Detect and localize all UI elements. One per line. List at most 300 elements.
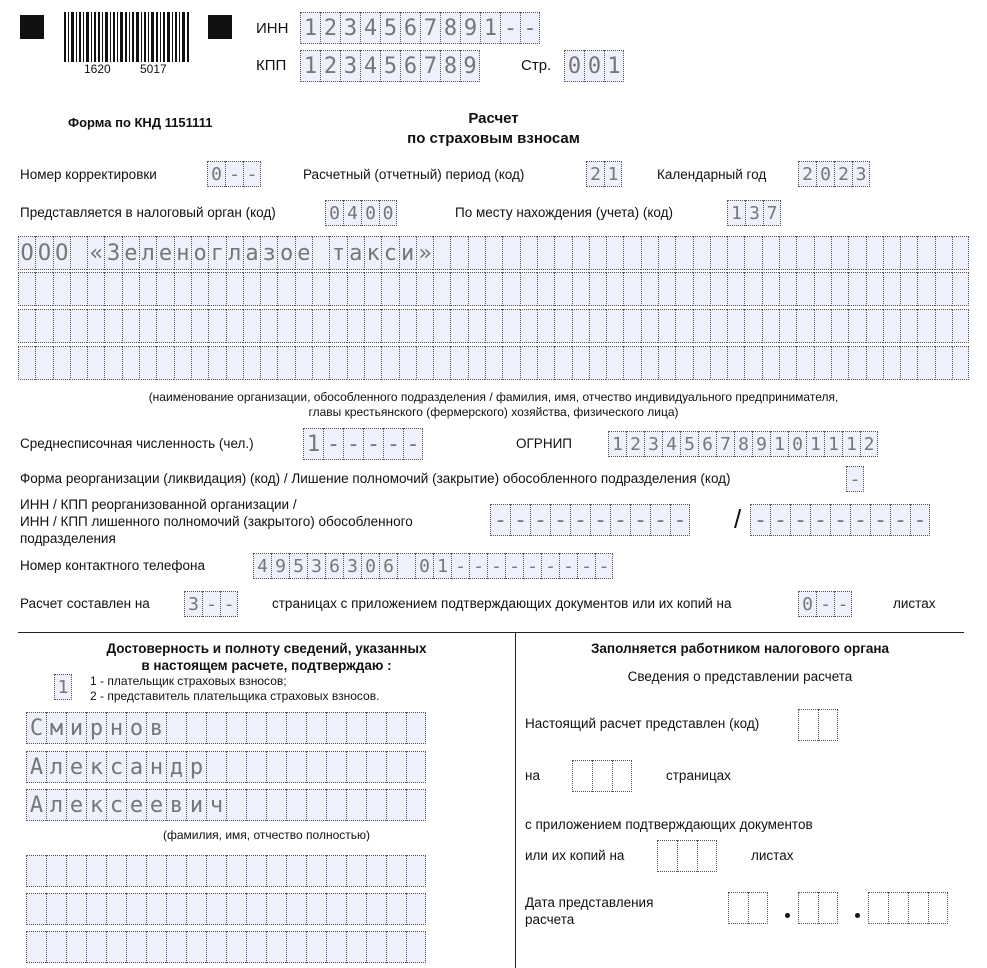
char-cell: е xyxy=(66,751,86,783)
char-cell: « xyxy=(87,236,104,270)
char-cell xyxy=(70,272,87,306)
char-cell xyxy=(126,931,146,963)
submitted-cells[interactable] xyxy=(798,709,838,741)
char-cell: - xyxy=(403,428,423,460)
org-name-row-1[interactable] xyxy=(18,236,969,270)
char-cell xyxy=(677,840,697,872)
char-cell xyxy=(612,760,632,792)
page-cells[interactable] xyxy=(564,50,624,82)
char-cell xyxy=(186,855,206,887)
char-cell: - xyxy=(541,553,559,579)
char-cell xyxy=(928,892,948,924)
char-cell xyxy=(18,272,35,306)
char-cell xyxy=(46,893,66,925)
reorg-cells[interactable] xyxy=(846,466,864,492)
char-cell xyxy=(606,346,623,380)
on-pages-cells[interactable] xyxy=(572,760,632,792)
period-cells[interactable] xyxy=(586,161,622,187)
char-cell xyxy=(710,272,727,306)
char-cell xyxy=(295,272,312,306)
char-cell xyxy=(87,272,104,306)
char-cell xyxy=(66,855,86,887)
char-cell xyxy=(386,712,406,744)
char-cell xyxy=(126,893,146,925)
char-cell xyxy=(87,309,104,343)
char-cell: 3 xyxy=(343,553,361,579)
char-cell xyxy=(693,346,710,380)
char-cell xyxy=(381,272,398,306)
char-cell: р xyxy=(86,712,106,744)
form-title-line1: Расчет xyxy=(468,110,519,127)
char-cell xyxy=(86,893,106,925)
char-cell xyxy=(156,346,173,380)
char-cell xyxy=(286,931,306,963)
char-cell xyxy=(208,272,225,306)
char-cell xyxy=(286,855,306,887)
char-cell xyxy=(952,309,969,343)
char-cell: - xyxy=(577,553,595,579)
rep-row-3[interactable] xyxy=(26,931,426,963)
char-cell xyxy=(693,272,710,306)
char-cell xyxy=(226,931,246,963)
reorg-kpp-cells[interactable] xyxy=(750,504,930,536)
char-cell: - xyxy=(520,12,540,44)
char-cell xyxy=(53,346,70,380)
char-cell: 7 xyxy=(763,200,781,226)
char-cell xyxy=(246,712,266,744)
char-cell xyxy=(106,893,126,925)
char-cell xyxy=(779,236,796,270)
char-cell xyxy=(641,236,658,270)
char-cell xyxy=(908,892,928,924)
char-cell xyxy=(366,789,386,821)
char-cell xyxy=(468,236,485,270)
char-cell xyxy=(572,272,589,306)
char-cell xyxy=(554,272,571,306)
char-cell xyxy=(122,272,139,306)
char-cell xyxy=(18,346,35,380)
char-cell: 3 xyxy=(184,591,202,617)
char-cell xyxy=(286,789,306,821)
char-cell xyxy=(346,893,366,925)
char-cell: е xyxy=(66,789,86,821)
char-cell xyxy=(306,789,326,821)
phone-cells[interactable] xyxy=(253,553,613,579)
char-cell xyxy=(572,309,589,343)
char-cell xyxy=(796,346,813,380)
char-cell xyxy=(485,346,502,380)
char-cell xyxy=(796,309,813,343)
char-cell: е xyxy=(122,236,139,270)
char-cell: - xyxy=(630,504,650,536)
confirm-title-1: Достоверность и полноту сведений, указанных xyxy=(106,641,427,656)
char-cell xyxy=(831,309,848,343)
char-cell: 1 xyxy=(608,431,626,457)
char-cell xyxy=(658,272,675,306)
char-cell: т xyxy=(329,236,346,270)
char-cell xyxy=(329,346,346,380)
char-cell: С xyxy=(26,712,46,744)
char-cell xyxy=(762,309,779,343)
char-cell: 5 xyxy=(380,12,400,44)
barcode-left-number: 1620 xyxy=(84,62,111,76)
char-cell: - xyxy=(870,504,890,536)
char-cell xyxy=(623,272,640,306)
char-cell xyxy=(935,272,952,306)
char-cell: 0 xyxy=(361,200,379,226)
char-cell: к xyxy=(86,789,106,821)
char-cell: - xyxy=(770,504,790,536)
char-cell xyxy=(226,893,246,925)
tax-office-cells[interactable] xyxy=(325,200,397,226)
char-cell: 0 xyxy=(361,553,379,579)
char-cell xyxy=(554,236,571,270)
char-cell xyxy=(226,272,243,306)
char-cell: 1 xyxy=(824,431,842,457)
char-cell xyxy=(450,236,467,270)
char-cell: 0 xyxy=(788,431,806,457)
rep-row-2[interactable] xyxy=(26,893,426,925)
kpp-label: КПП xyxy=(256,57,287,74)
char-cell: к xyxy=(86,751,106,783)
inn-label: ИНН xyxy=(256,20,289,37)
char-cell: 0 xyxy=(207,161,225,187)
char-cell xyxy=(658,236,675,270)
char-cell xyxy=(502,346,519,380)
char-cell xyxy=(26,931,46,963)
char-cell: - xyxy=(530,504,550,536)
char-cell xyxy=(66,893,86,925)
char-cell: н xyxy=(146,751,166,783)
char-cell: 6 xyxy=(698,431,716,457)
char-cell xyxy=(174,272,191,306)
char-cell: 0 xyxy=(816,161,834,187)
char-cell xyxy=(779,309,796,343)
char-cell xyxy=(286,712,306,744)
date-month-cells[interactable] xyxy=(798,892,838,924)
char-cell xyxy=(26,855,46,887)
char-cell xyxy=(748,892,768,924)
char-cell: 0 xyxy=(325,200,343,226)
char-cell xyxy=(935,346,952,380)
char-cell: - xyxy=(850,504,870,536)
char-cell xyxy=(433,236,450,270)
char-cell xyxy=(366,855,386,887)
char-cell: а xyxy=(126,751,146,783)
char-cell: ч xyxy=(206,789,226,821)
char-cell: с xyxy=(381,236,398,270)
pages-cells[interactable] xyxy=(184,591,238,617)
char-cell: - xyxy=(890,504,910,536)
char-cell xyxy=(364,309,381,343)
headcount-cells[interactable] xyxy=(303,428,423,460)
char-cell xyxy=(744,236,761,270)
pages-label: Расчет составлен на xyxy=(20,596,150,611)
char-cell xyxy=(520,346,537,380)
char-cell xyxy=(727,272,744,306)
char-cell xyxy=(53,309,70,343)
char-cell xyxy=(104,309,121,343)
char-cell xyxy=(386,893,406,925)
char-cell: - xyxy=(750,504,770,536)
char-cell xyxy=(366,751,386,783)
org-name-row-4[interactable] xyxy=(18,346,969,380)
char-cell: а xyxy=(347,236,364,270)
char-cell xyxy=(589,309,606,343)
char-cell: - xyxy=(487,553,505,579)
char-cell xyxy=(381,309,398,343)
char-cell xyxy=(146,855,166,887)
year-label: Календарный год xyxy=(657,167,767,182)
char-cell xyxy=(206,751,226,783)
char-cell: 4 xyxy=(662,431,680,457)
char-cell xyxy=(246,855,266,887)
location-cells[interactable] xyxy=(727,200,781,226)
char-cell xyxy=(35,309,52,343)
char-cell xyxy=(658,346,675,380)
char-cell xyxy=(502,236,519,270)
char-cell: н xyxy=(174,236,191,270)
char-cell xyxy=(693,309,710,343)
char-cell xyxy=(226,346,243,380)
char-cell xyxy=(623,236,640,270)
char-cell xyxy=(554,346,571,380)
char-cell xyxy=(286,751,306,783)
char-cell xyxy=(166,855,186,887)
char-cell xyxy=(762,346,779,380)
org-name-row-2[interactable] xyxy=(18,272,969,306)
char-cell: в xyxy=(166,789,186,821)
char-cell: З xyxy=(104,236,121,270)
char-cell xyxy=(312,272,329,306)
char-cell: О xyxy=(35,236,52,270)
char-cell xyxy=(266,751,286,783)
char-cell xyxy=(366,893,386,925)
char-cell xyxy=(386,855,406,887)
char-cell xyxy=(329,272,346,306)
char-cell: а xyxy=(243,236,260,270)
char-cell: л xyxy=(139,236,156,270)
char-cell: - xyxy=(570,504,590,536)
char-cell: 4 xyxy=(360,50,380,82)
reorg-slash: / xyxy=(734,504,742,534)
char-cell xyxy=(900,272,917,306)
char-cell: 1 xyxy=(54,674,72,700)
char-cell xyxy=(727,346,744,380)
year-cells[interactable] xyxy=(798,161,870,187)
page-label: Стр. xyxy=(521,57,552,74)
char-cell: - xyxy=(323,428,343,460)
ogrnip-cells[interactable] xyxy=(608,431,878,457)
org-name-row-3[interactable] xyxy=(18,309,969,343)
char-cell: 3 xyxy=(307,553,325,579)
char-cell xyxy=(191,346,208,380)
char-cell xyxy=(306,931,326,963)
char-cell: 1 xyxy=(806,431,824,457)
char-cell xyxy=(381,346,398,380)
char-cell xyxy=(286,893,306,925)
char-cell xyxy=(226,309,243,343)
name-cells[interactable] xyxy=(26,751,426,783)
char-cell: 8 xyxy=(440,50,460,82)
char-cell: н xyxy=(106,712,126,744)
char-cell xyxy=(520,309,537,343)
char-cell xyxy=(433,346,450,380)
date-dot-2 xyxy=(855,913,860,918)
char-cell xyxy=(70,309,87,343)
char-cell xyxy=(744,272,761,306)
period-label: Расчетный (отчетный) период (код) xyxy=(303,167,525,182)
char-cell xyxy=(589,346,606,380)
sheets-suffix: листах xyxy=(751,848,794,863)
char-cell: А xyxy=(26,751,46,783)
char-cell xyxy=(326,712,346,744)
char-cell xyxy=(35,346,52,380)
char-cell xyxy=(433,309,450,343)
char-cell: 6 xyxy=(325,553,343,579)
char-cell xyxy=(589,272,606,306)
char-cell xyxy=(675,346,692,380)
char-cell xyxy=(433,272,450,306)
char-cell: м xyxy=(46,712,66,744)
char-cell: о xyxy=(126,712,146,744)
char-cell xyxy=(818,892,838,924)
char-cell xyxy=(657,840,677,872)
tax-officer-title: Заполняется работником налогового органа xyxy=(590,641,890,656)
char-cell xyxy=(406,855,426,887)
signer-option-2: 2 - представитель плательщика страховых взносов. xyxy=(90,689,380,703)
char-cell: е xyxy=(295,236,312,270)
char-cell: е xyxy=(156,236,173,270)
char-cell xyxy=(206,893,226,925)
date-day-cells[interactable] xyxy=(728,892,768,924)
rep-row-1[interactable] xyxy=(26,855,426,887)
char-cell: 8 xyxy=(440,12,460,44)
char-cell: 5 xyxy=(680,431,698,457)
patronymic-cells[interactable] xyxy=(26,789,426,821)
char-cell: - xyxy=(220,591,238,617)
char-cell: - xyxy=(383,428,403,460)
char-cell xyxy=(346,712,366,744)
char-cell xyxy=(814,272,831,306)
char-cell xyxy=(848,309,865,343)
date-year-cells[interactable] xyxy=(868,892,948,924)
char-cell: О xyxy=(53,236,70,270)
char-cell xyxy=(917,272,934,306)
char-cell xyxy=(848,346,865,380)
char-cell: г xyxy=(208,236,225,270)
char-cell xyxy=(386,789,406,821)
char-cell xyxy=(952,346,969,380)
signer-option-1: 1 - плательщик страховых взносов; xyxy=(90,674,287,688)
char-cell xyxy=(243,272,260,306)
char-cell xyxy=(87,346,104,380)
char-cell xyxy=(710,346,727,380)
correction-cells[interactable] xyxy=(207,161,261,187)
char-cell xyxy=(306,855,326,887)
char-cell: - xyxy=(816,591,834,617)
char-cell xyxy=(917,346,934,380)
char-cell: - xyxy=(363,428,383,460)
char-cell xyxy=(866,309,883,343)
char-cell xyxy=(208,346,225,380)
char-cell: 8 xyxy=(734,431,752,457)
char-cell: и xyxy=(66,712,86,744)
char-cell: - xyxy=(510,504,530,536)
char-cell xyxy=(106,931,126,963)
char-cell xyxy=(86,855,106,887)
char-cell: 0 xyxy=(798,591,816,617)
char-cell xyxy=(70,236,87,270)
fio-caption: (фамилия, имя, отчество полностью) xyxy=(162,828,371,842)
date-label-2: расчета xyxy=(525,912,575,927)
date-label-1: Дата представления xyxy=(525,895,654,910)
attach-cells[interactable] xyxy=(798,591,852,617)
char-cell xyxy=(883,236,900,270)
char-cell xyxy=(485,272,502,306)
char-cell: - xyxy=(610,504,630,536)
char-cell xyxy=(122,309,139,343)
char-cell: к xyxy=(364,236,381,270)
char-cell xyxy=(818,709,838,741)
char-cell: л xyxy=(46,789,66,821)
char-cell xyxy=(623,309,640,343)
char-cell xyxy=(266,931,286,963)
char-cell xyxy=(174,309,191,343)
char-cell xyxy=(900,236,917,270)
char-cell xyxy=(868,892,888,924)
char-cell: 3 xyxy=(745,200,763,226)
char-cell xyxy=(728,892,748,924)
char-cell xyxy=(146,893,166,925)
char-cell xyxy=(399,346,416,380)
org-name-caption-2: главы крестьянского (фермерского) хозяйства, физического лица) xyxy=(308,405,679,419)
char-cell: 0 xyxy=(379,200,397,226)
char-cell xyxy=(935,236,952,270)
char-cell xyxy=(641,309,658,343)
inn-cells[interactable] xyxy=(300,12,540,44)
char-cell: 6 xyxy=(400,50,420,82)
char-cell xyxy=(346,789,366,821)
signer-code-cells[interactable] xyxy=(54,674,72,700)
char-cell: 0 xyxy=(564,50,584,82)
char-cell xyxy=(386,931,406,963)
attach-sheets-cells[interactable] xyxy=(657,840,717,872)
char-cell: 4 xyxy=(253,553,271,579)
char-cell: 1 xyxy=(480,12,500,44)
char-cell xyxy=(606,309,623,343)
tax-officer-subtitle: Сведения о представлении расчета xyxy=(627,669,853,684)
attach-line-1: с приложением подтверждающих документов xyxy=(525,817,813,832)
kpp-cells[interactable] xyxy=(300,50,480,82)
char-cell xyxy=(243,346,260,380)
char-cell xyxy=(537,236,554,270)
char-cell: 9 xyxy=(460,12,480,44)
char-cell: 2 xyxy=(834,161,852,187)
char-cell xyxy=(883,309,900,343)
char-cell: 7 xyxy=(420,12,440,44)
char-cell xyxy=(266,712,286,744)
char-cell: 1 xyxy=(433,553,451,579)
char-cell xyxy=(326,789,346,821)
surname-cells[interactable] xyxy=(26,712,426,744)
char-cell xyxy=(606,272,623,306)
char-cell xyxy=(86,931,106,963)
barcode-right-number: 5017 xyxy=(140,62,167,76)
char-cell xyxy=(166,712,186,744)
char-cell: 1 xyxy=(727,200,745,226)
reorg-inn-cells[interactable] xyxy=(490,504,690,536)
